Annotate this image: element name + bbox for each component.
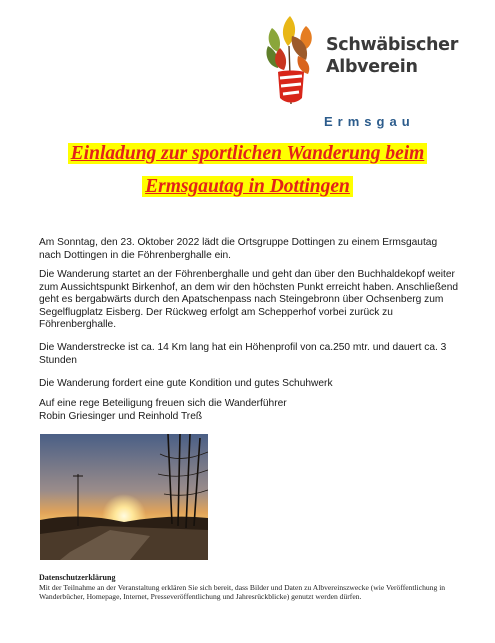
guides-paragraph (39, 398, 459, 423)
gau-label: Ermsgau (324, 114, 415, 129)
brand-name (326, 34, 458, 78)
intro-paragraph (39, 237, 459, 262)
route-paragraph (39, 269, 459, 332)
requirements-paragraph (39, 378, 459, 391)
requirements-text: Die Wanderung fordert eine gute Kondition und gutes Schuhwerk (39, 378, 333, 389)
intro-text: Am Sonntag, den 23. Oktober 2022 lädt die Ortsgruppe Dottingen zu einem Ermsgautag nach Dottingen in die Föhrenberghalle ein. (39, 237, 438, 261)
distance-text: Die Wanderstrecke ist ca. 14 Km lang hat ein Höhenprofil von ca.250 mtr. und dauert ca. 3 Stunden (39, 342, 447, 366)
brand-line1: Schwäbischer (326, 35, 459, 55)
privacy-heading: Datenschutzerklärung (39, 573, 116, 582)
sunset-landscape-photo (40, 434, 208, 560)
route-text: Die Wanderung startet an der Föhrenberghalle und geht dan über den Buchhaldekopf weiter zum Aussichtspunkt Birkenhof, an dem wir den höchsten Punkt erreicht haben. Anschließend geht es bergabwärts durch den Apatschenpass nach Steingebronn über Ochsenberg zum Segelflugplatz Eisberg. Der Rückweg erfolgt am Schepperhof vorbei zurück zu Föhrenberghalle. (39, 269, 459, 331)
guides-invite: Auf eine rege Beteiligung freuen sich die Wanderführer (39, 398, 287, 409)
privacy-text: Mit der Teilnahme an der Veranstaltung erklären Sie sich bereit, dass Bilder und Daten zu Albvereinszwecke (wie Veröffentlichung in Wanderbücher, Homepage, Internet, Presseveröffentlichung und Jahresrückblicke) genutzt werden dürfen. (39, 582, 446, 601)
privacy-section (39, 573, 479, 602)
guides-names: Robin Griesinger und Reinhold Treß (39, 410, 203, 422)
distance-paragraph (39, 342, 459, 367)
title-line-1 (0, 143, 495, 165)
title-text-2: Ermsgautag in Dottingen (142, 176, 353, 197)
brand-line2: Albverein (326, 57, 418, 77)
title-text-1: Einladung zur sportlichen Wanderung beim (68, 143, 428, 164)
leaf-emblem-icon (262, 12, 318, 104)
albverein-logo (262, 12, 462, 104)
title-line-2 (0, 176, 495, 198)
